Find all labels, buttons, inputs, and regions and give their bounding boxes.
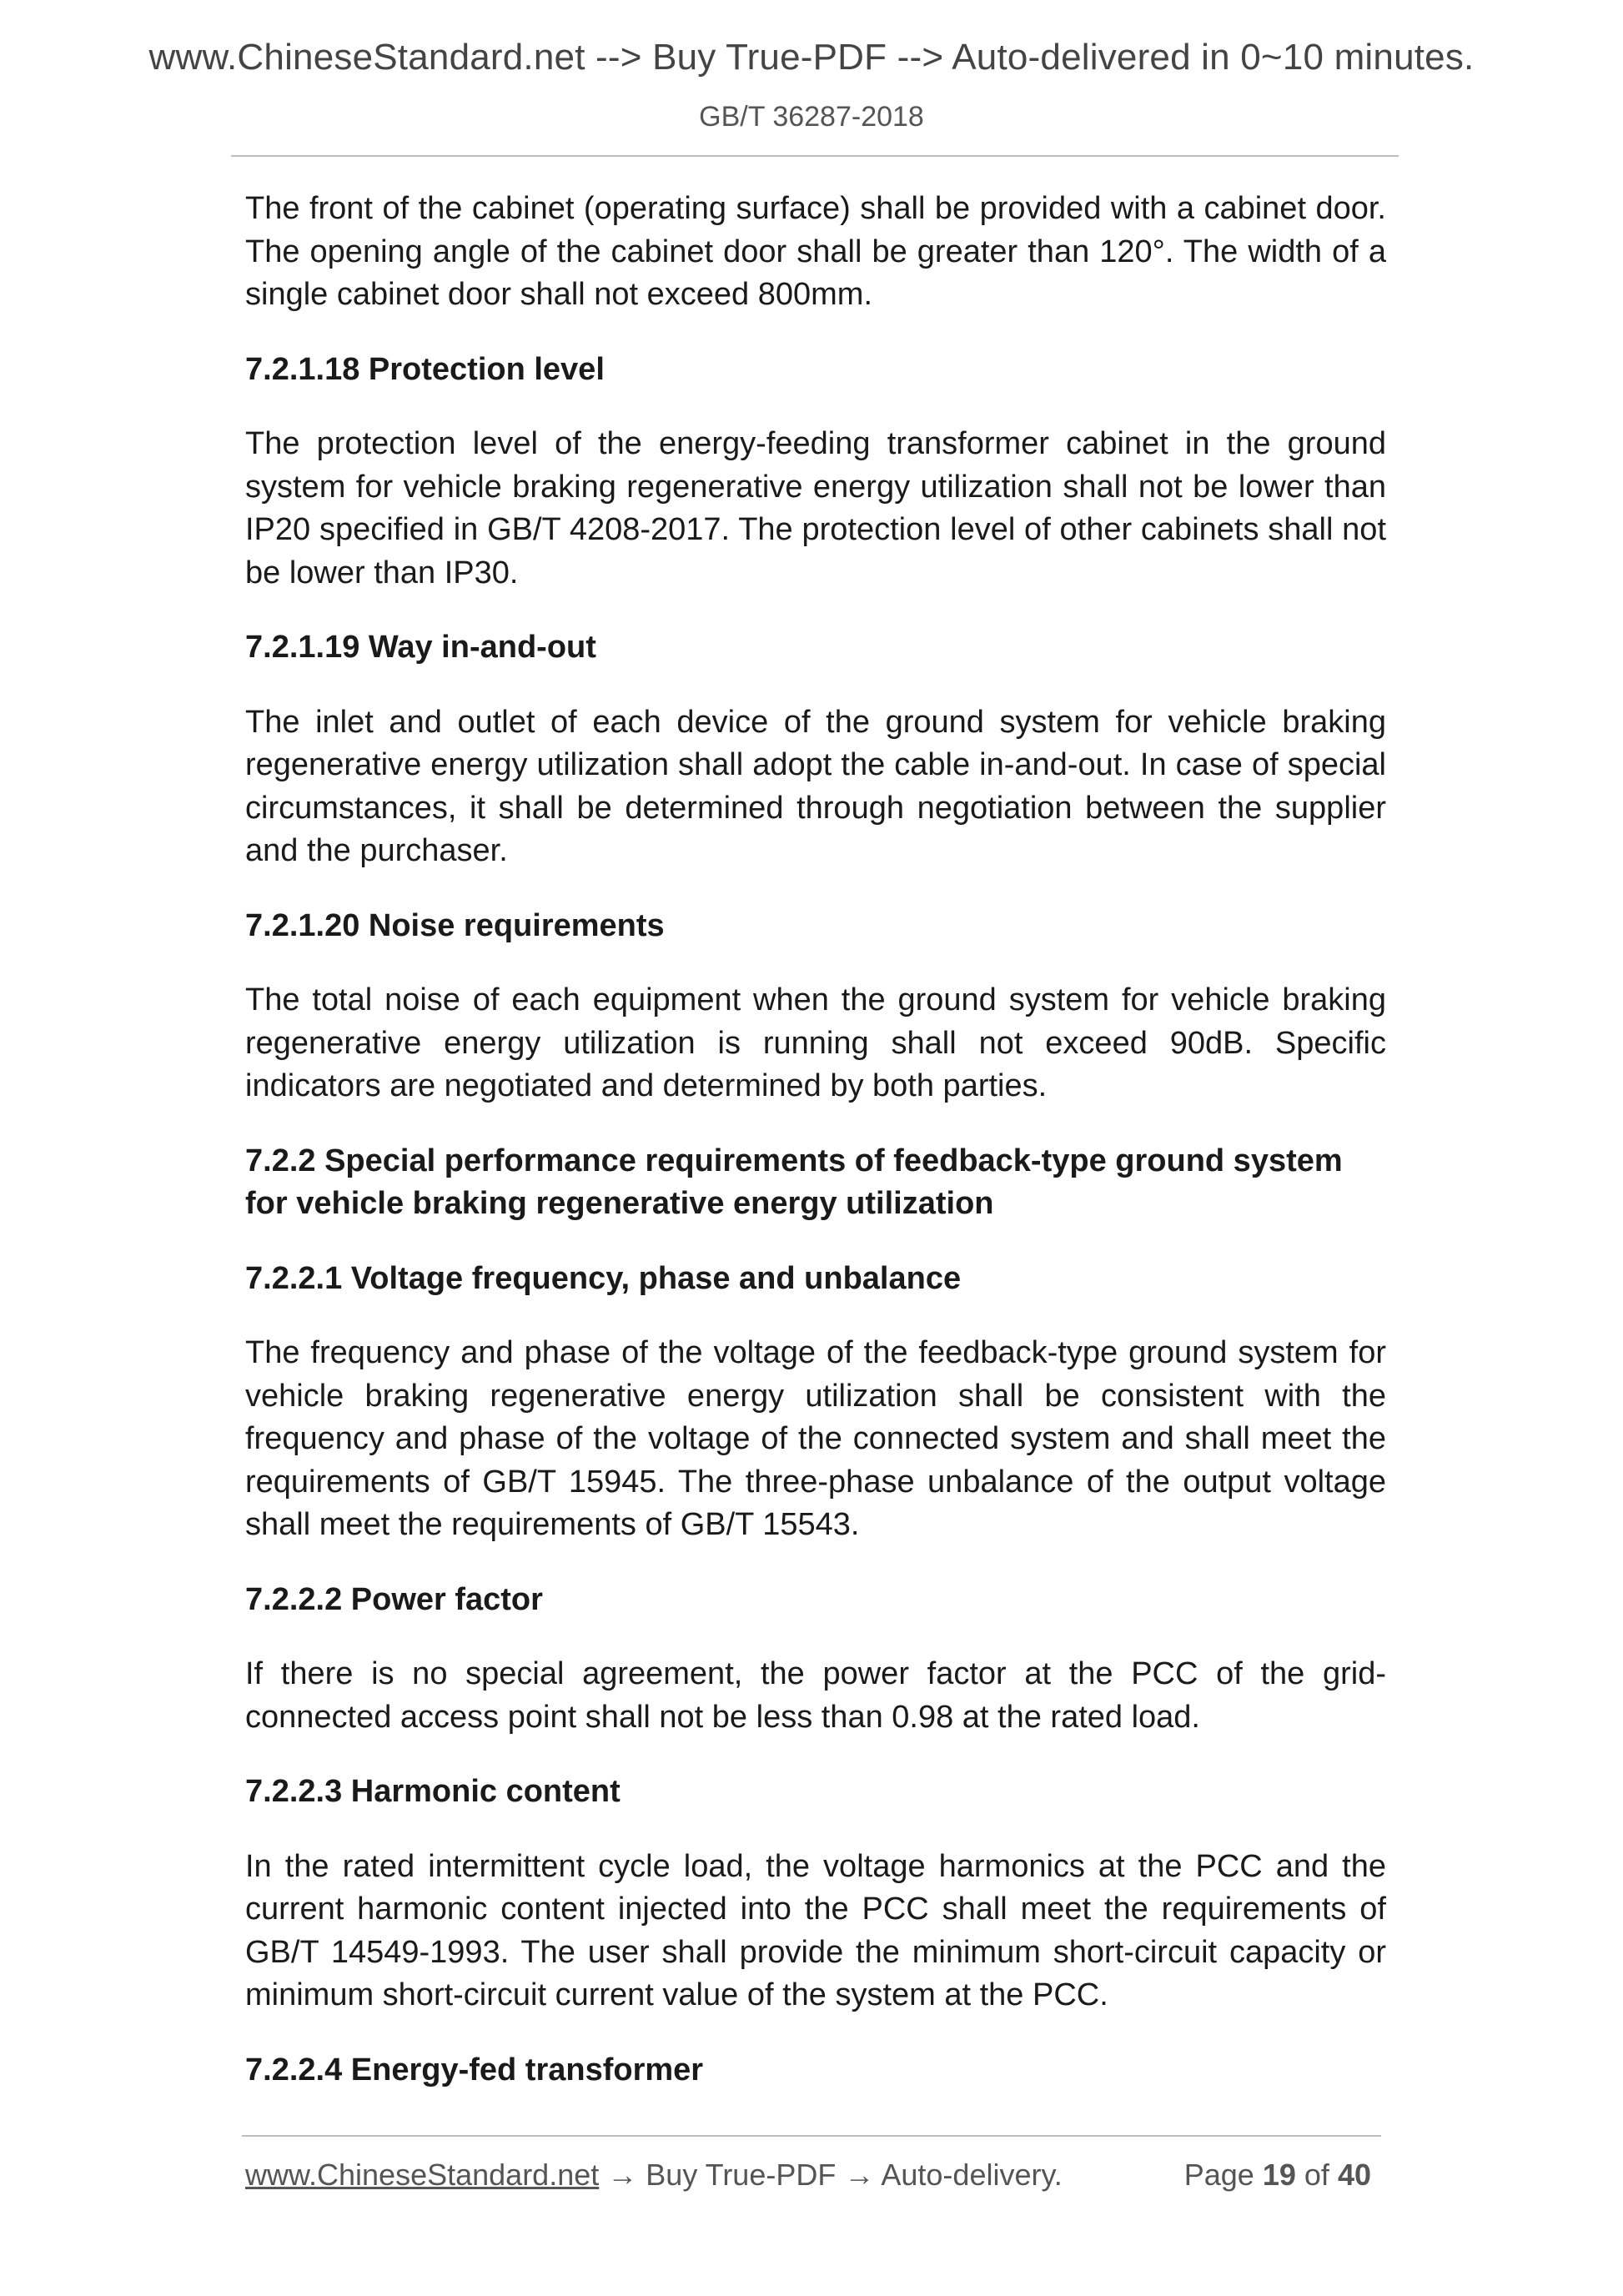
arrow-right-icon: → (844, 2158, 875, 2192)
footer-promo (245, 2158, 1063, 2193)
footer-buy-text: Buy True-PDF (646, 2158, 837, 2192)
paragraph-voltage-frequency: The frequency and phase of the voltage of the feedback-type ground system for vehicle braking regenerative energy utilization shall be consistent with the frequency and phase of the voltage of the connected system and shall meet the requirements of GB/T 15945. The three-phase unbalance of the output voltage shall meet the requirements of GB/T 15543. (245, 1335, 1386, 1542)
page-number (1184, 2158, 1371, 2193)
header-divider (231, 155, 1399, 157)
heading-way-in-and-out: 7.2.1.19 Way in-and-out (245, 630, 596, 665)
footer-site-link[interactable]: www.ChineseStandard.net (245, 2158, 600, 2192)
paragraph-protection-level: The protection level of the energy-feeding transformer cabinet in the ground system for vehicle braking regenerative energy utilization shall not be lower than IP20 specified in GB/T 4208-2017. The protection level of other cabinets shall not be lower than IP30. (245, 426, 1386, 590)
heading-special-performance: 7.2.2 Special performance requirements of feedback-type ground system for vehicle braking regenerative energy utilization (245, 1143, 1343, 1221)
paragraph-noise-requirements: The total noise of each equipment when the ground system for vehicle braking regenerative energy utilization is running shall not exceed 90dB. Specific indicators are negotiated and determined by both parties. (245, 982, 1386, 1103)
header-banner: www.ChineseStandard.net --> Buy True-PDF --> Auto-delivered in 0~10 minutes. (148, 37, 1475, 78)
paragraph-power-factor: If there is no special agreement, the power factor at the PCC of the grid-connected access point shall not be less than 0.98 at the rated load. (245, 1656, 1386, 1735)
page-of-label: of (1304, 2158, 1329, 2192)
page-total: 40 (1337, 2158, 1371, 2192)
paragraph-harmonic-content: In the rated intermittent cycle load, the voltage harmonics at the PCC and the current harmonic content injected into the PCC shall meet the requirements of GB/T 14549-1993. The user shall provide the minimum short-circuit capacity or minimum short-circuit current value of the system at the PCC. (245, 1848, 1386, 2012)
footer-delivery-text: Auto-delivery. (881, 2158, 1063, 2192)
footer-divider (242, 2135, 1381, 2137)
heading-harmonic-content: 7.2.2.3 Harmonic content (245, 1774, 621, 1809)
heading-energy-fed-transformer: 7.2.2.4 Energy-fed transformer (245, 2052, 704, 2088)
document-body (245, 188, 1386, 2123)
page-footer (245, 2158, 1379, 2199)
paragraph-cabinet-door: The front of the cabinet (operating surface) shall be provided with a cabinet door. The opening angle of the cabinet door shall be greater than 120°. The width of a single cabinet door shall not exceed 800mm. (245, 191, 1386, 312)
page-current: 19 (1262, 2158, 1296, 2192)
heading-power-factor: 7.2.2.2 Power factor (245, 1581, 543, 1617)
page-label: Page (1183, 2158, 1254, 2192)
arrow-right-icon: → (607, 2158, 638, 2192)
heading-noise-requirements: 7.2.1.20 Noise requirements (245, 907, 665, 943)
heading-protection-level: 7.2.1.18 Protection level (245, 351, 605, 387)
heading-voltage-frequency: 7.2.2.1 Voltage frequency, phase and unbalance (245, 1260, 962, 1296)
paragraph-way-in-and-out: The inlet and outlet of each device of the ground system for vehicle braking regenerative energy utilization shall adopt the cable in-and-out. In case of special circumstances, it shall be determined through negotiation between the supplier and the purchaser. (245, 704, 1386, 868)
standard-number: GB/T 36287-2018 (699, 101, 924, 133)
